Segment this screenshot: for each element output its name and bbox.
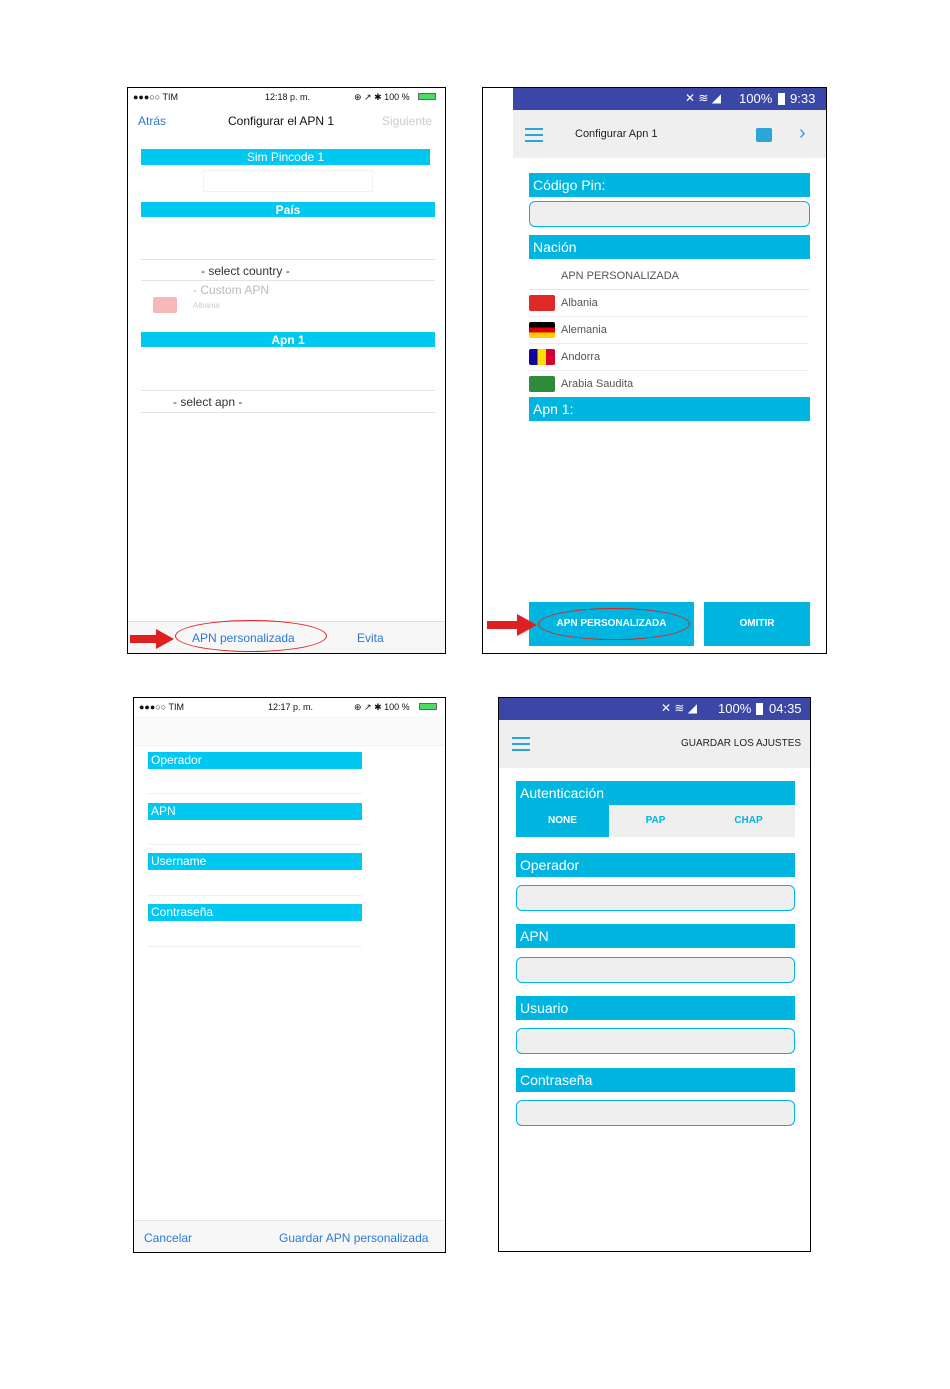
nation-label: Nación	[529, 235, 810, 259]
toolbar-title: Configurar Apn 1	[575, 128, 658, 140]
back-button[interactable]: Atrás	[138, 114, 167, 128]
sim-pincode-input[interactable]	[203, 170, 373, 192]
carrier-signal: ●●●○○ TIM	[133, 92, 179, 102]
user-label: Usuario	[516, 996, 795, 1020]
apn-input[interactable]	[148, 827, 362, 845]
page-title: Configurar el APN 1	[228, 114, 335, 128]
password-input[interactable]	[516, 1100, 795, 1126]
country-row-germany[interactable]	[529, 317, 809, 344]
country-label: País	[141, 202, 435, 217]
apn-1-label: Apn 1:	[529, 397, 810, 421]
nav-bar	[134, 716, 446, 746]
select-apn[interactable]: - select apn -	[173, 395, 243, 409]
authentication-label: Autenticación	[516, 781, 795, 805]
status-icons: ✕ ≋ ◢	[685, 91, 722, 105]
status-time: 12:18 p. m.	[265, 92, 311, 102]
username-input[interactable]	[148, 878, 362, 896]
screenshot-android-save-settings	[498, 697, 811, 1252]
status-battery-text: 100%	[718, 701, 752, 716]
custom-apn-button[interactable]: APN PERSONALIZADA	[529, 602, 694, 646]
username-label: Username	[148, 853, 362, 870]
highlight-oval	[175, 620, 327, 652]
cancel-button[interactable]: Cancelar	[144, 1231, 193, 1245]
divider	[141, 280, 435, 281]
skip-button[interactable]: OMITIR	[704, 602, 810, 646]
pin-code-label: Código Pin:	[529, 173, 810, 197]
operator-input[interactable]	[148, 776, 362, 794]
status-time: 04:35	[769, 701, 802, 716]
carrier-signal: ●●●○○ TIM	[139, 702, 185, 712]
battery-icon	[778, 93, 785, 105]
country-row-saudi-arabia[interactable]	[529, 371, 809, 398]
auth-option-chap[interactable]: CHAP	[734, 815, 763, 826]
select-country[interactable]: - select country -	[201, 264, 290, 278]
status-bar	[513, 88, 826, 110]
status-time: 12:17 p. m.	[268, 702, 314, 712]
apn-input[interactable]	[516, 957, 795, 983]
save-settings-button[interactable]: GUARDAR LOS AJUSTES	[681, 738, 802, 749]
screenshot-ios-custom-apn	[133, 697, 446, 1253]
albania-flag-icon	[153, 297, 177, 313]
custom-apn-button[interactable]: APN personalizada	[192, 631, 295, 645]
country-name: Alemania	[561, 324, 607, 336]
highlight-oval	[538, 608, 690, 640]
sim-pincode-label: Sim Pincode 1	[141, 149, 430, 165]
pin-code-input[interactable]	[529, 201, 810, 227]
screenshot-android-apn-setup	[482, 87, 827, 654]
chevron-right-icon[interactable]: ›	[799, 122, 806, 144]
battery-icon	[419, 703, 437, 710]
status-battery-text: 100%	[739, 91, 773, 106]
battery-icon	[418, 93, 436, 100]
password-input[interactable]	[148, 929, 362, 947]
pointer-arrow-icon	[130, 628, 174, 650]
toolbar	[513, 110, 826, 158]
next-button[interactable]: Siguiente	[382, 114, 433, 128]
status-battery-text: ⊕ ↗ ✱ 100 %	[354, 702, 410, 712]
save-icon[interactable]	[756, 128, 772, 142]
menu-icon[interactable]	[525, 128, 543, 142]
divider	[141, 412, 435, 413]
albania-option[interactable]: Albania	[193, 301, 220, 310]
country-name: Albania	[561, 297, 598, 309]
auth-segmented-control	[516, 805, 795, 837]
country-row-albania[interactable]	[529, 290, 809, 317]
status-bar	[134, 698, 445, 716]
divider	[141, 390, 435, 391]
password-label: Contraseña	[148, 904, 362, 921]
albania-flag-icon	[529, 295, 555, 311]
user-input[interactable]	[516, 1028, 795, 1054]
country-name: Andorra	[561, 351, 601, 363]
password-label: Contraseña	[516, 1068, 795, 1092]
auth-option-pap[interactable]: PAP	[645, 815, 666, 826]
operator-label: Operador	[516, 853, 795, 877]
andorra-flag-icon	[529, 349, 555, 365]
apn-label: APN	[148, 803, 362, 820]
status-icons: ✕ ≋ ◢	[661, 701, 698, 715]
screenshot-ios-apn-setup	[127, 87, 446, 654]
status-bar	[499, 698, 810, 720]
pointer-arrow-icon	[487, 613, 537, 637]
custom-apn-option[interactable]: APN PERSONALIZADA	[561, 270, 679, 282]
auth-option-none[interactable]: NONE	[516, 805, 609, 837]
germany-flag-icon	[529, 322, 555, 338]
battery-icon	[756, 703, 763, 715]
country-row-andorra[interactable]	[529, 344, 809, 371]
apn-label: APN	[516, 924, 795, 948]
operator-input[interactable]	[516, 885, 795, 911]
divider	[141, 259, 435, 260]
apn-1-label: Apn 1	[141, 332, 435, 347]
status-bar	[128, 88, 445, 106]
saudi-flag-icon	[529, 376, 555, 392]
menu-icon[interactable]	[512, 737, 530, 751]
country-name: Arabia Saudita	[561, 378, 634, 390]
custom-apn-option[interactable]: - Custom APN	[193, 283, 270, 297]
operator-label: Operador	[148, 752, 362, 769]
status-time: 9:33	[790, 91, 816, 106]
skip-button[interactable]: Evita	[357, 631, 384, 645]
save-custom-apn-button[interactable]: Guardar APN personalizada	[279, 1231, 429, 1245]
status-battery-text: ⊕ ↗ ✱ 100 %	[354, 92, 410, 102]
